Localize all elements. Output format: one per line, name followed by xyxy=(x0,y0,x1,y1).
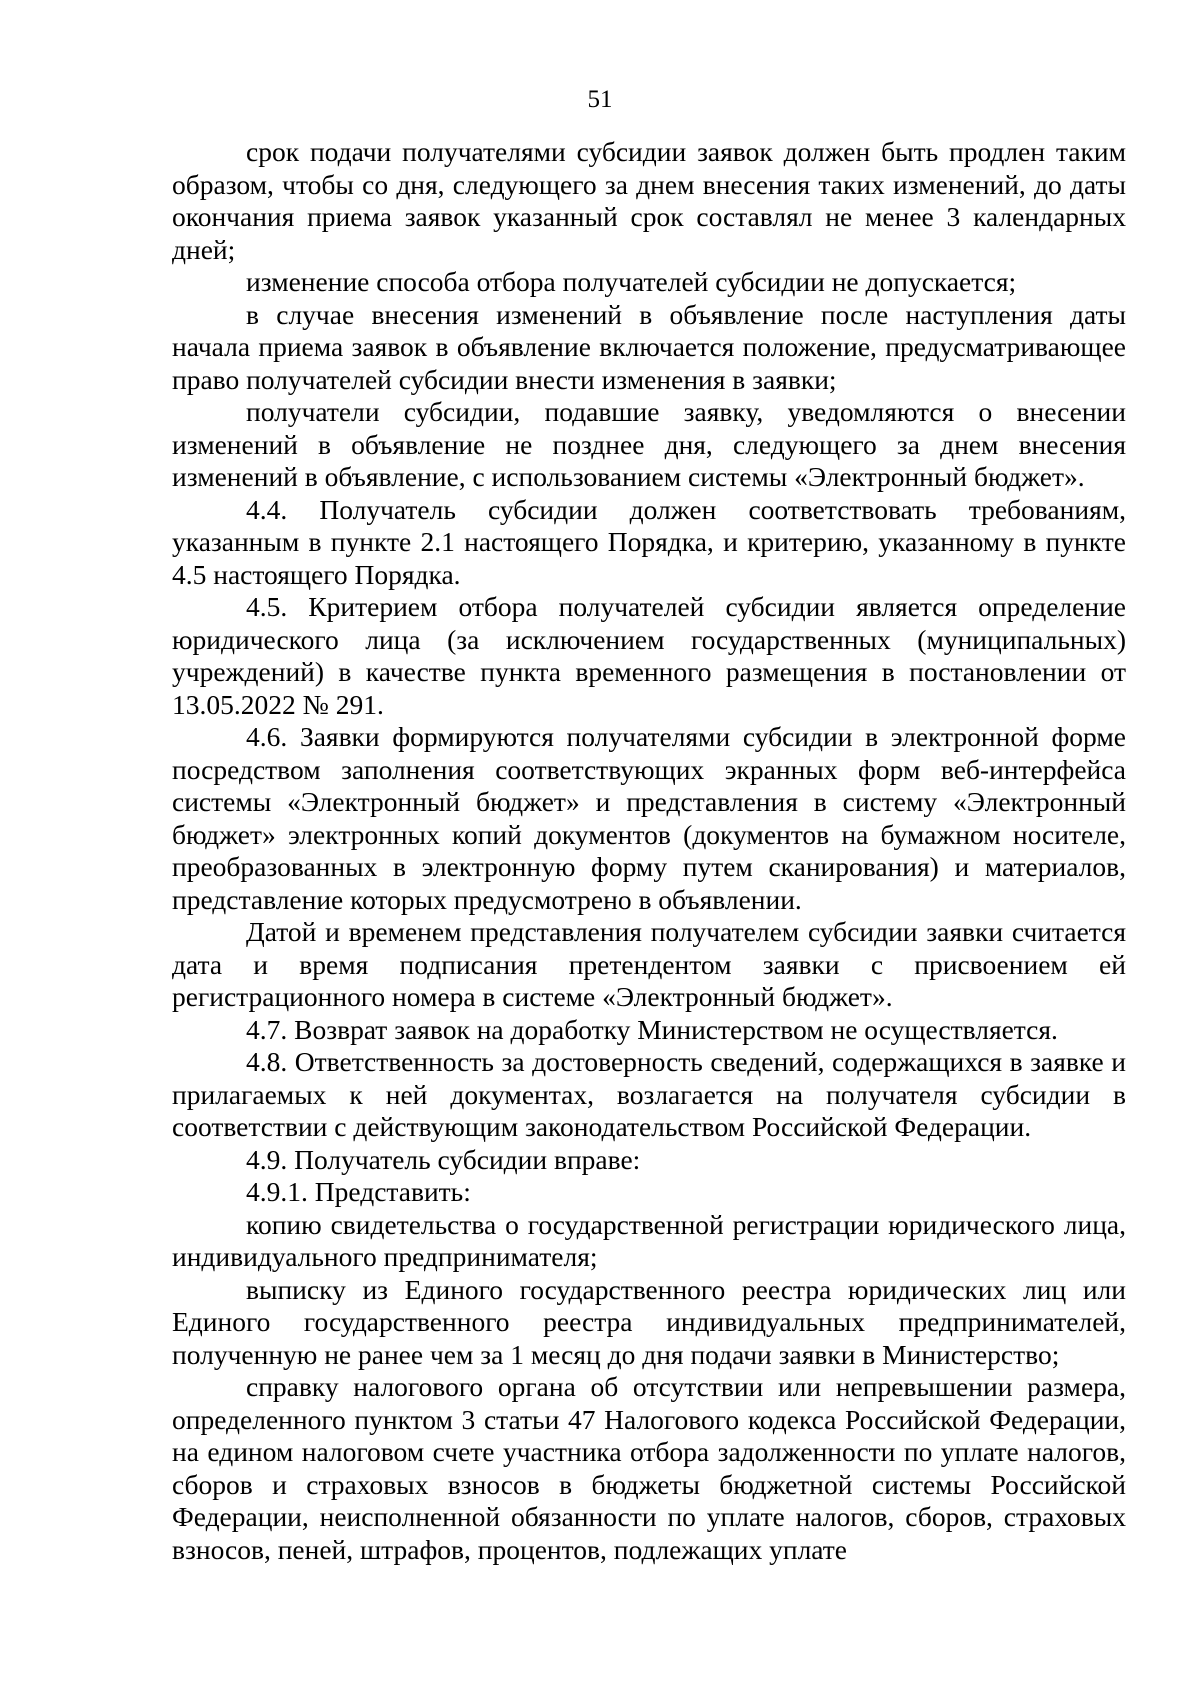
paragraph: срок подачи получателями субсидии заявок должен быть продлен таким образом, чтобы со дня, следующего за днем внесения таких изменений, до даты окончания приема заявок указанный срок составлял не менее 3 календарных дней; xyxy=(172,136,1126,265)
paragraph: справку налогового органа об отсутствии или непревышении размера, определенного пунктом 3 статьи 47 Налогового кодекса Российской Федерации, на едином налоговом счете участника отбора задолженности по уплате налогов, сборов и страховых взносов в бюджеты бюджетной системы Российской Федерации, неисполненной обязанности по уплате налогов, сборов, страховых взносов, пеней, штрафов, процентов, подлежащих уплате xyxy=(172,1371,1126,1565)
paragraph: выписку из Единого государственного реестра юридических лиц или Единого государственного реестра индивидуальных предпринимателей, полученную не ранее чем за 1 месяц до дня подачи заявки в Министерство; xyxy=(172,1273,1126,1370)
paragraph: получатели субсидии, подавшие заявку, уведомляются о внесении изменений в объявление не позднее дня, следующего за днем внесения изменений в объявление, с использованием системы «Электронный бюджет». xyxy=(172,396,1126,492)
paragraph: копию свидетельства о государственной регистрации юридического лица, индивидуального предпринимателя; xyxy=(172,1208,1126,1272)
document-body xyxy=(172,136,1126,1566)
paragraph: в случае внесения изменений в объявление после наступления даты начала приема заявок в объявление включается положение, предусматривающее право получателей субсидии внести изменения в заявки; xyxy=(172,298,1126,395)
paragraph: 4.9. Получатель субсидии вправе: xyxy=(246,1143,641,1175)
paragraph: 4.6. Заявки формируются получателями субсидии в электронной форме посредством заполнения соответствующих экранных форм веб-интерфейса системы «Электронный бюджет» и представления в систему «Электронный бюджет» электронных копий документов (документов на бумажном носителе, преобразованных в электронную форму путем сканирования) и материалов, представление которых предусмотрено в объявлении. xyxy=(172,721,1126,915)
paragraph: 4.4. Получатель субсидии должен соответствовать требованиям, указанным в пункте 2.1 настоящего Порядка, и критерию, указанному в пункте 4.5 настоящего Порядка. xyxy=(172,493,1126,590)
paragraph: 4.8. Ответственность за достоверность сведений, содержащихся в заявке и прилагаемых к ней документах, возлагается на получателя субсидии в соответствии с действующим законодательством Российской Федерации. xyxy=(172,1046,1126,1142)
page-number: 51 xyxy=(587,86,613,113)
paragraph: 4.9.1. Представить: xyxy=(246,1176,471,1207)
paragraph: 4.7. Возврат заявок на доработку Министерством не осуществляется. xyxy=(246,1013,1058,1045)
paragraph: 4.5. Критерием отбора получателей субсидии является определение юридического лица (за исключением государственных (муниципальных) учреждений) в качестве пункта временного размещения в постановлении от 13.05.2022 № 291. xyxy=(172,591,1126,720)
paragraph: изменение способа отбора получателей субсидии не допускается; xyxy=(246,266,1017,297)
paragraph: Датой и временем представления получателем субсидии заявки считается дата и время подписания претендентом заявки с присвоением ей регистрационного номера в системе «Электронный бюджет». xyxy=(172,916,1126,1012)
